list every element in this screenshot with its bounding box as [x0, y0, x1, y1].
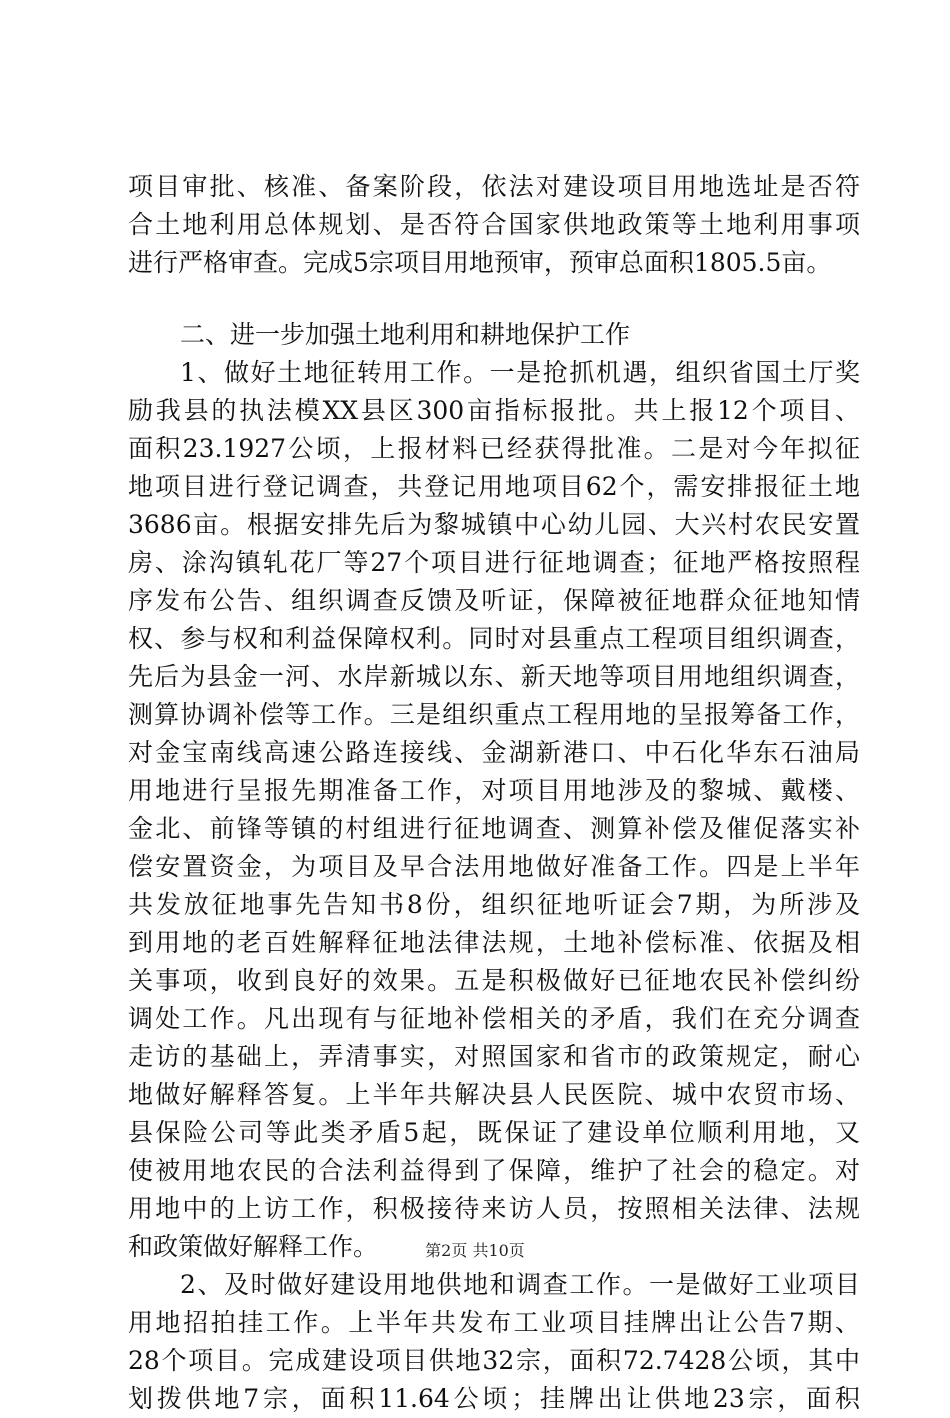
paragraph-gap	[128, 282, 860, 316]
section-heading: 二、进一步加强土地利用和耕地保护工作	[180, 320, 631, 349]
text-line: 金北、前锋等镇的村组进行征地调查、测算补偿及催促落实补	[128, 814, 860, 843]
text-line: 对金宝南线高速公路连接线、金湖新港口、中石化华东石油局	[128, 738, 860, 767]
text-line: 权、参与权和利益保障权利。同时对县重点工程项目组织调查，	[128, 624, 860, 653]
text-line: 项目审批、核准、备案阶段，依法对建设项目用地选址是否符	[128, 172, 860, 201]
document-body	[128, 168, 860, 1418]
text-line: 励我县的执法模XX县区300亩指标报批。共上报12个项目、	[128, 396, 860, 425]
text-line: 共发放征地事先告知书8份，组织征地听证会7期，为所涉及	[128, 890, 860, 919]
text-line: 合土地利用总体规划、是否符合国家供地政策等土地利用事项	[128, 210, 860, 239]
paragraph-2	[128, 1266, 860, 1418]
text-line: 28个项目。完成建设项目供地32宗，面积72.7428公顷，其中	[128, 1346, 860, 1375]
text-line: 调处工作。凡出现有与征地补偿相关的矛盾，我们在充分调查	[128, 1004, 860, 1033]
text-line: 划拨供地7宗，面积11.64公顷；挂牌出让供地23宗，面积	[128, 1384, 860, 1413]
text-line: 偿安置资金，为项目及早合法用地做好准备工作。四是上半年	[128, 852, 860, 881]
text-line: 使被用地农民的合法利益得到了保障，维护了社会的稳定。对	[128, 1156, 860, 1185]
text-line: 房、涂沟镇轧花厂等27个项目进行征地调查；征地严格按照程	[128, 548, 860, 577]
paragraph-top	[128, 168, 860, 282]
text-line: 地做好解释答复。上半年共解决县人民医院、城中农贸市场、	[128, 1080, 860, 1109]
text-line: 走访的基础上，弄清事实，对照国家和省市的政策规定，耐心	[128, 1042, 860, 1071]
text-line: 先后为县金一河、水岸新城以东、新天地等项目用地组织调查，	[128, 662, 860, 691]
text-line: 序发布公告、组织调查反馈及听证，保障被征地群众征地知情	[128, 586, 860, 615]
text-line: 地项目进行登记调查，共登记用地项目62个，需安排报征土地	[128, 472, 860, 501]
text-line: 县保险公司等此类矛盾5起，既保证了建设单位顺利用地，又	[128, 1118, 860, 1147]
text-line: 1、做好土地征转用工作。一是抢抓机遇，组织省国土厅奖	[180, 358, 860, 387]
text-line: 关事项，收到良好的效果。五是积极做好已征地农民补偿纠纷	[128, 966, 860, 995]
text-line: 面积23.1927公顷，上报材料已经获得批准。二是对今年拟征	[128, 434, 860, 463]
text-line: 和政策做好解释工作。	[128, 1232, 379, 1261]
paragraph-1	[128, 354, 860, 1266]
text-line: 测算协调补偿等工作。三是组织重点工程用地的呈报筹备工作，	[128, 700, 860, 729]
text-line: 到用地的老百姓解释征地法律法规，土地补偿标准、依据及相	[128, 928, 860, 957]
text-line: 用地进行呈报先期准备工作，对项目用地涉及的黎城、戴楼、	[128, 776, 860, 805]
text-line: 2、及时做好建设用地供地和调查工作。一是做好工业项目	[180, 1270, 860, 1299]
text-line: 用地中的上访工作，积极接待来访人员，按照相关法律、法规	[128, 1194, 860, 1223]
text-line: 进行严格审查。完成5宗项目用地预审，预审总面积1805.5亩。	[128, 248, 832, 277]
text-line: 3686亩。根据安排先后为黎城镇中心幼儿园、大兴村农民安置	[128, 510, 860, 539]
page-number-footer: 第2页 共10页	[425, 1241, 525, 1260]
text-line: 用地招拍挂工作。上半年共发布工业项目挂牌出让公告7期、	[128, 1308, 860, 1337]
